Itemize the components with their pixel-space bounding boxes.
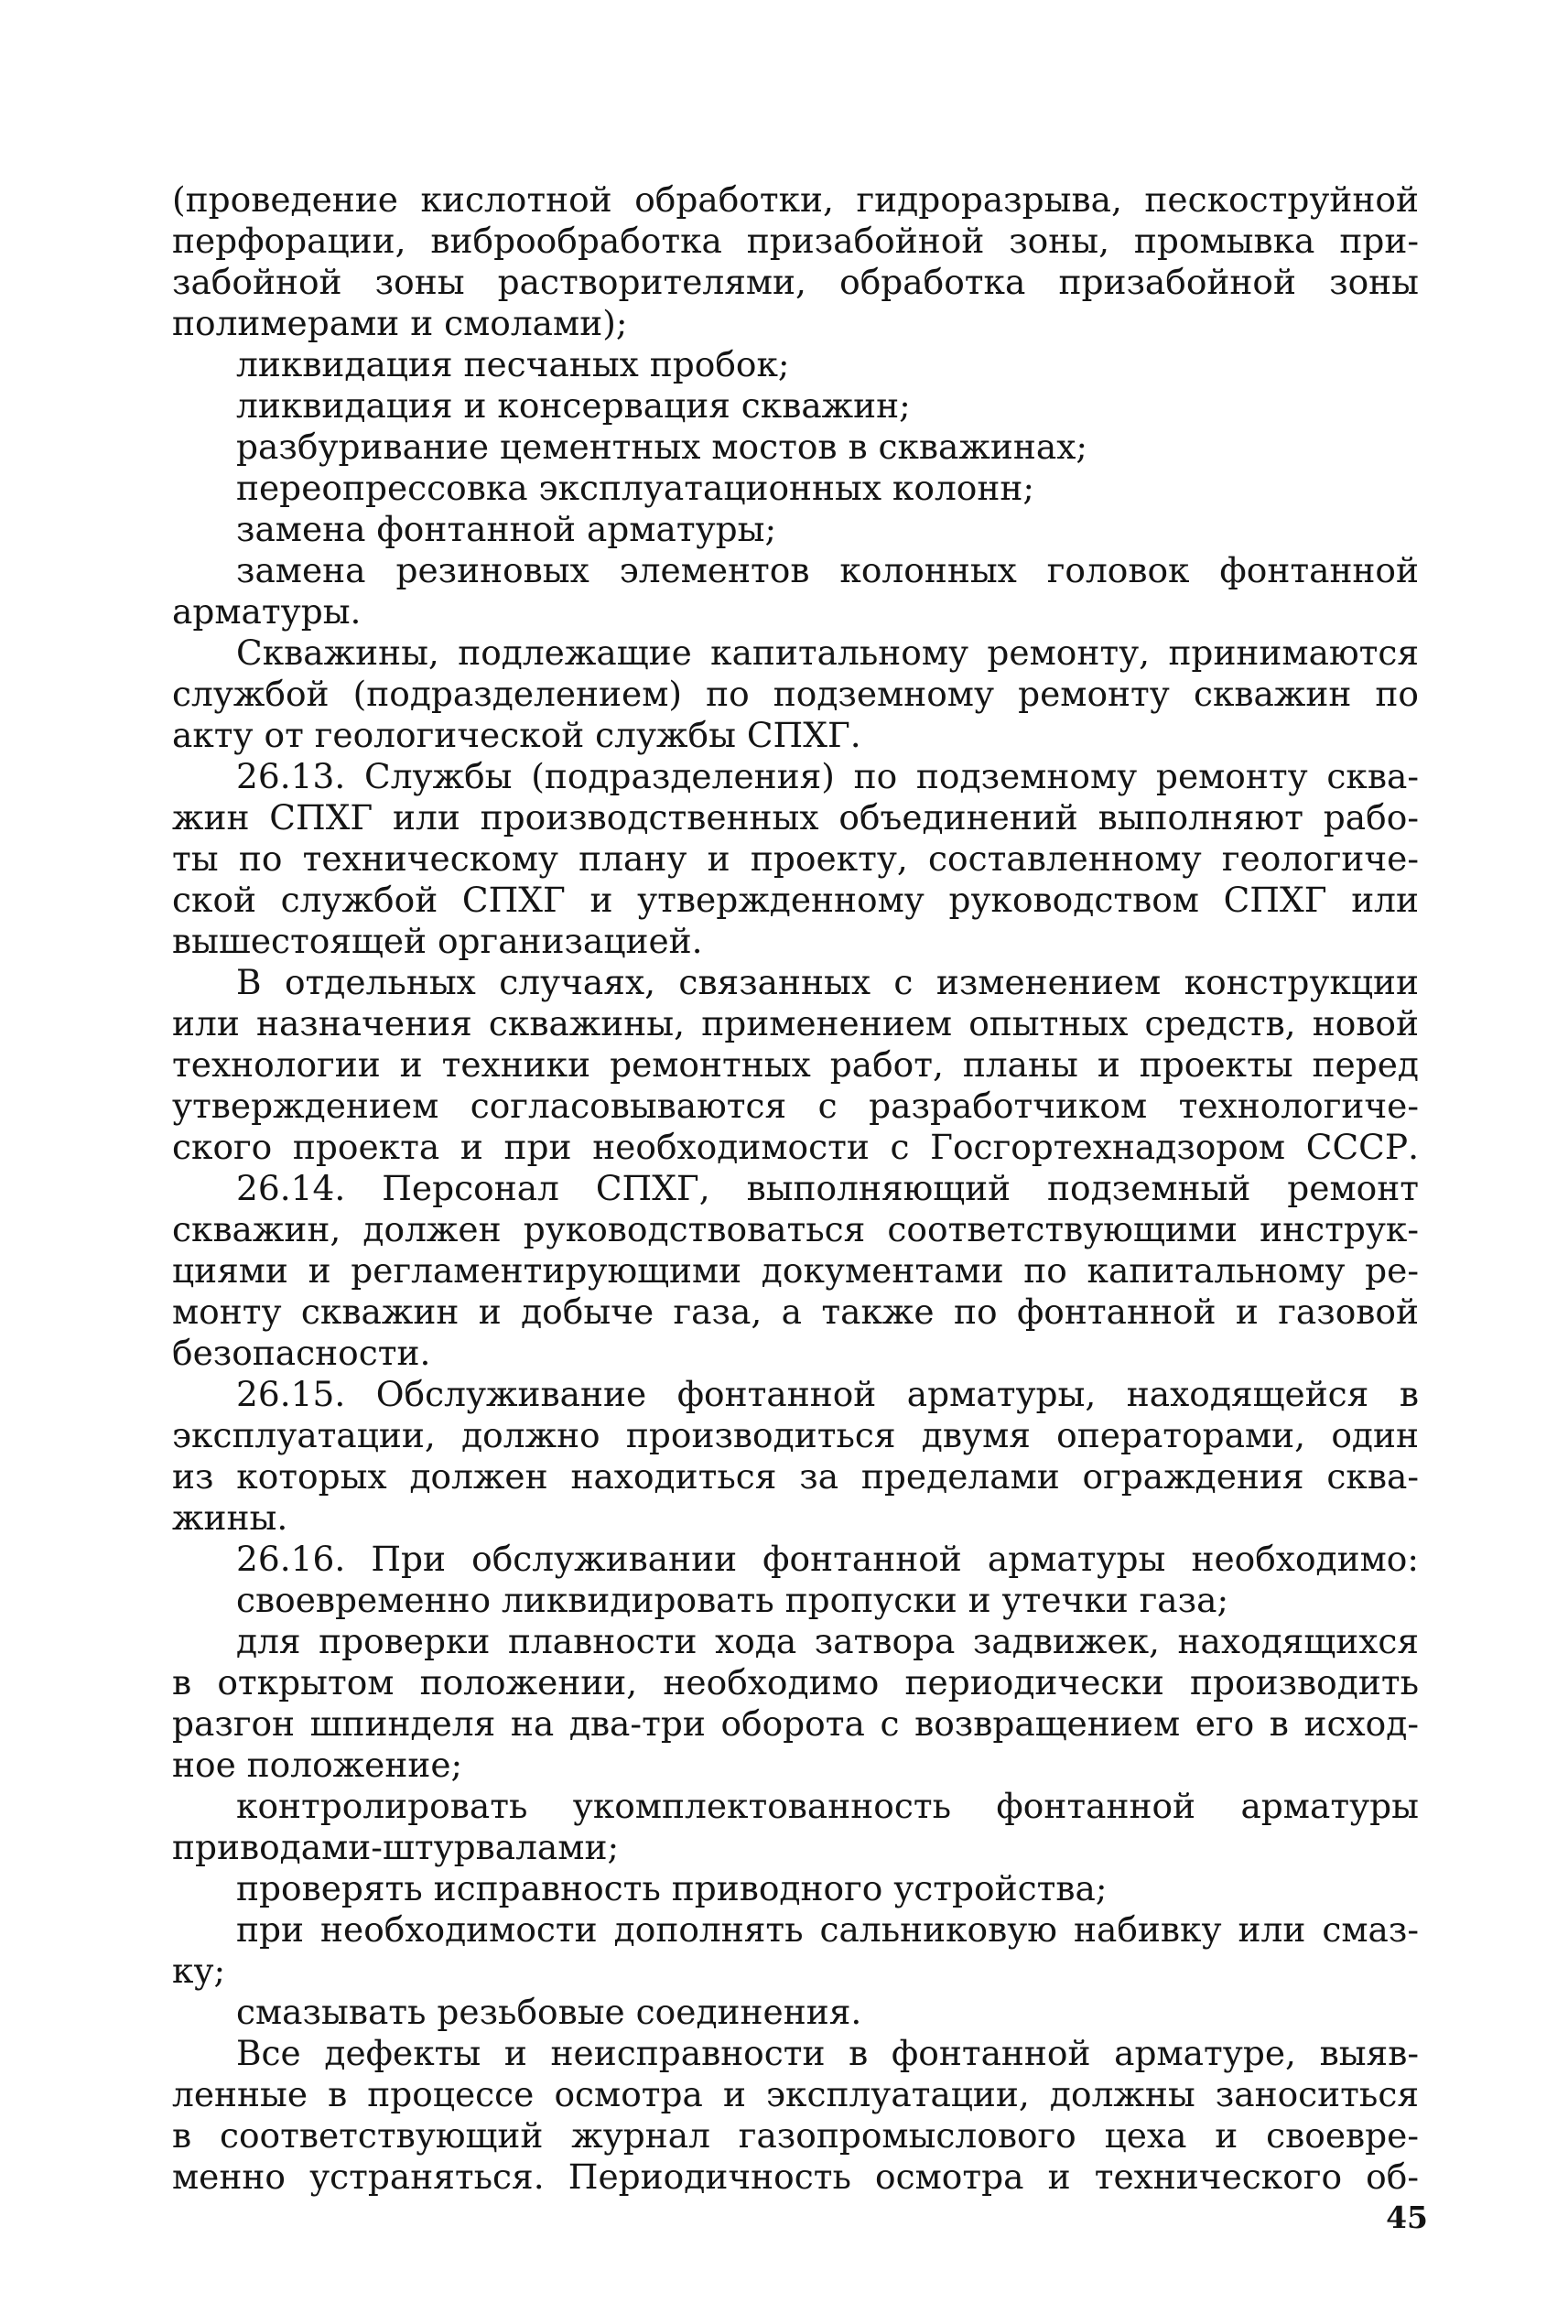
text-line: забойной зоны растворителями, обработка призабойной зоны	[172, 262, 1419, 302]
text-line: контролировать укомплектованность фонтанной арматуры	[236, 1786, 1419, 1826]
text-line: в открытом положении, необходимо периодически производить	[172, 1662, 1419, 1702]
text-line: или назначения скважины, применением опытных средств, новой	[172, 1003, 1419, 1043]
text-line: ленные в процессе осмотра и эксплуатации, должны заноситься	[172, 2074, 1419, 2114]
text-line: 26.15. Обслуживание фонтанной арматуры, находящейся в	[236, 1374, 1419, 1414]
text-line: В отдельных случаях, связанных с изменением конструкции	[236, 962, 1419, 1002]
text-line: при необходимости дополнять сальниковую набивку или смаз-	[236, 1909, 1419, 1950]
text-line: ное положение;	[172, 1745, 463, 1785]
text-line: арматуры.	[172, 591, 362, 632]
text-line: Все дефекты и неисправности в фонтанной арматуре, выяв-	[236, 2033, 1419, 2073]
text-line: менно устраняться. Периодичность осмотра и технического об-	[172, 2156, 1419, 2197]
text-line: проверять исправность приводного устройства;	[236, 1868, 1108, 1908]
text-line: ликвидация песчаных пробок;	[236, 344, 790, 384]
text-line: для проверки плавности хода затвора задвижек, находящихся	[236, 1621, 1419, 1661]
text-line: Скважины, подлежащие капитальному ремонту, принимаются	[236, 632, 1419, 673]
text-line: из которых должен находиться за пределами ограждения сква-	[172, 1456, 1419, 1497]
text-line: 26.16. При обслуживании фонтанной арматуры необходимо:	[236, 1539, 1419, 1579]
text-line: ликвидация и консервация скважин;	[236, 385, 911, 426]
text-line: монту скважин и добыче газа, а также по фонтанной и газовой	[172, 1292, 1419, 1332]
text-line: полимерами и смолами);	[172, 303, 628, 343]
text-line: (проведение кислотной обработки, гидроразрыва, пескоструйной	[172, 179, 1419, 220]
text-line: акту от геологической службы СПХГ.	[172, 715, 861, 755]
page-number: 45	[1386, 2200, 1428, 2235]
text-line: циями и регламентирующими документами по капитальному ре-	[172, 1250, 1419, 1291]
text-line: технологии и техники ремонтных работ, планы и проекты перед	[172, 1044, 1419, 1085]
text-line: вышестоящей организацией.	[172, 921, 703, 961]
text-line: разгон шпинделя на два-три оборота с возвращением его в исход-	[172, 1703, 1419, 1744]
body-text	[172, 179, 1419, 2198]
text-line: 26.13. Службы (подразделения) по подземному ремонту сква-	[236, 756, 1419, 796]
text-line: переопрессовка эксплуатационных колонн;	[236, 468, 1034, 508]
text-line: ской службой СПХГ и утвержденному руководством СПХГ или	[172, 880, 1419, 920]
text-line: скважин, должен руководствоваться соответствующими инструк-	[172, 1209, 1419, 1249]
text-line: ты по техническому плану и проекту, составленному геологиче-	[172, 838, 1419, 879]
text-line: перфорации, виброобработка призабойной зоны, промывка при-	[172, 221, 1419, 261]
text-line: 26.14. Персонал СПХГ, выполняющий подземный ремонт	[236, 1168, 1419, 1208]
text-line: жины.	[172, 1497, 288, 1538]
text-line: своевременно ликвидировать пропуски и утечки газа;	[236, 1580, 1229, 1620]
text-line: смазывать резьбовые соединения.	[236, 1992, 862, 2032]
text-line: службой (подразделением) по подземному ремонту скважин по	[172, 674, 1419, 714]
text-line: приводами-штурвалами;	[172, 1827, 620, 1867]
text-line: эксплуатации, должно производиться двумя операторами, один	[172, 1415, 1419, 1455]
text-line: замена фонтанной арматуры;	[236, 509, 777, 549]
text-line: жин СПХГ или производственных объединений выполняют рабо-	[172, 797, 1419, 838]
text-line: ского проекта и при необходимости с Госгортехнадзором СССР.	[172, 1127, 1419, 1167]
text-line: утверждением согласовываются с разработчиком технологиче-	[172, 1086, 1419, 1126]
text-line: ку;	[172, 1951, 226, 1991]
text-line: безопасности.	[172, 1333, 431, 1373]
text-line: в соответствующий журнал газопромыслового цеха и своевре-	[172, 2115, 1419, 2156]
text-line: разбуривание цементных мостов в скважинах;	[236, 427, 1088, 467]
text-line: замена резиновых элементов колонных головок фонтанной	[236, 550, 1419, 590]
